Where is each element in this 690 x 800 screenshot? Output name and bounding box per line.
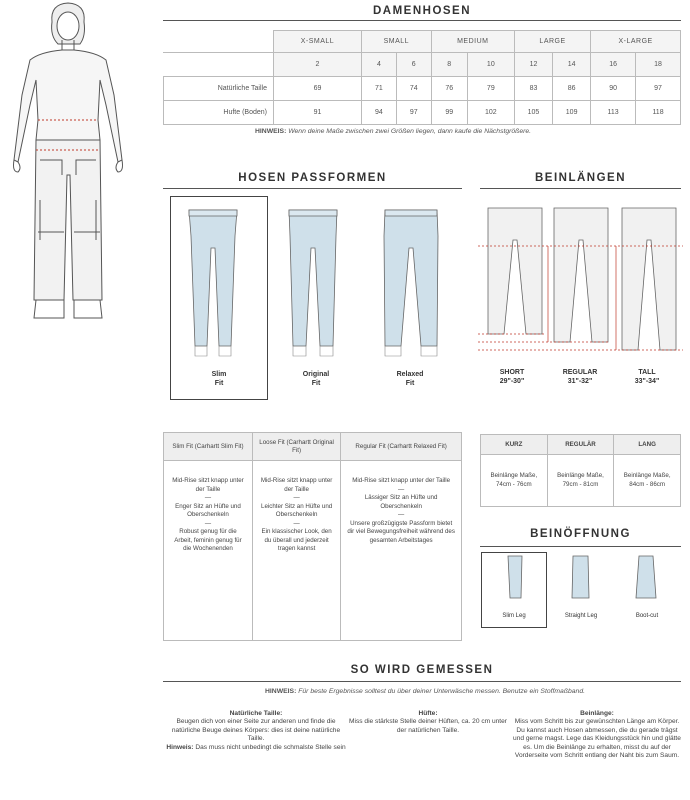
length-label-tall [617,368,677,386]
length-range: 29"-30" [499,378,525,385]
fit-label-line: Fit [405,380,415,387]
length-range: 33"-34" [634,378,660,385]
fit-pants-illustrations [163,196,462,366]
size-num: 18 [636,53,681,77]
fit-label-slim [170,370,268,388]
lengths-rule [480,188,681,189]
measure-col-title: Hüfte: [418,710,438,717]
measure-waist [166,710,346,752]
table-cell: 99 [431,101,467,125]
inseam-header: REGULÄR [547,435,614,455]
table-cell: 71 [361,77,396,101]
row-label-hip: Hufte (Boden) [164,101,274,125]
table-cell: 94 [361,101,396,125]
table-cell: 86 [553,77,591,101]
desc-line: Robust genug für die Arbeit, feminin genug für die Wochenenden [174,528,242,552]
measure-col-title: Natürliche Taille: [229,710,283,717]
desc-line: Ein klassischer Look, den du überall und jederzeit tragen kannst [261,528,332,552]
desc-line: Mid-Rise sitzt knapp unter der Taille [260,477,333,493]
table-cell: 76 [431,77,467,101]
desc-line: Leichter Sitz an Hüfte und Oberschenkeln [261,502,333,518]
inseam-header: KURZ [481,435,548,455]
fit-label-line: Fit [214,380,224,387]
length-name: TALL [638,369,656,376]
length-range: 31"-32" [567,378,593,385]
leg-opening-illustrations [480,552,681,612]
size-num: 4 [361,53,396,77]
size-chart-table [163,30,681,125]
fit-desc-cell [164,461,253,641]
row-label-waist: Natürliche Taille [164,77,274,101]
size-num: 8 [431,53,467,77]
fit-label-line: Slim [211,371,227,378]
fit-desc-header: Loose Fit (Carhartt Original Fit) [252,433,340,461]
table-cell: 118 [636,101,681,125]
inseam-cell: Beinlänge Maße, 84cm - 86cm [614,455,681,507]
leg-length-illustrations [478,200,683,360]
fits-rule [163,188,462,189]
note-text: Für beste Ergebnisse solltest du über deiner Unterwäsche messen. Benutze ein Stoffmaßband. [298,688,585,695]
opening-title: BEINÖFFNUNG [530,528,631,540]
desc-line: Mid-Rise sitzt knapp unter der Taille [352,477,451,484]
desc-line: Mid-Rise sitzt knapp unter der Taille [172,477,244,493]
size-group: LARGE [514,31,590,53]
fit-label-relaxed [360,370,460,388]
desc-sep: — [398,511,405,518]
length-label-regular [550,368,610,386]
opening-label: Slim Leg [502,613,526,619]
size-group: SMALL [361,31,431,53]
measure-hint-text: Das muss nicht unbedingt die schmalste Stelle sein [195,743,346,751]
length-name: SHORT [499,369,525,376]
measure-note [175,688,675,695]
table-cell: 109 [553,101,591,125]
table-cell: 97 [396,101,431,125]
size-row-blank [164,53,274,77]
fits-title: HOSEN PASSFORMEN [238,172,387,184]
table-cell: 91 [274,101,362,125]
note-text: Wenn deine Maße zwischen zwei Größen liegen, dann kaufe die Nächstgrößere. [288,128,532,135]
size-chart-note [255,128,531,135]
size-group: X-LARGE [591,31,681,53]
fit-description-table [163,432,462,641]
size-group: MEDIUM [431,31,514,53]
size-num: 14 [553,53,591,77]
opening-label: Boot-cut [635,613,659,619]
table-cell: 79 [467,77,514,101]
table-cell: 90 [591,77,636,101]
size-chart-title: DAMENHOSEN [372,5,472,17]
table-cell: 74 [396,77,431,101]
desc-sep: — [204,519,212,527]
inseam-cell: Beinlänge Maße, 74cm - 76cm [481,455,548,507]
measure-inseam [512,710,682,760]
fit-label-line: Relaxed [396,371,424,378]
inseam-header: LANG [614,435,681,455]
opening-label: Straight Leg [564,613,598,619]
size-num: 12 [514,53,552,77]
size-num: 10 [467,53,514,77]
fit-label-line: Fit [311,380,321,387]
opening-rule [480,546,681,547]
measure-col-text: Miss die stärkste Stelle deiner Hüften, ca. 20 cm unter der natürlichen Taille. [349,718,507,734]
length-name: REGULAR [562,369,598,376]
note-label: HINWEIS: [265,688,297,695]
size-chart-corner [164,31,274,53]
measure-rule [163,681,681,682]
size-num: 16 [591,53,636,77]
note-label: HINWEIS: [255,128,287,135]
inseam-table [480,434,681,507]
measure-col-text: Beugen dich von einer Seite zur anderen und finde die natürliche Beuge deines Körpers: dies ist deine natürliche Taille. [171,718,341,743]
table-cell: 102 [467,101,514,125]
desc-line: Enger Sitz an Hüfte und Oberschenkeln [175,502,241,518]
fit-label-line: Original [302,371,330,378]
desc-line: Lässiger Sitz an Hüfte und Oberschenkeln [364,494,438,510]
measure-col-title: Beinlänge: [580,710,614,717]
fit-desc-header: Regular Fit (Carhartt Relaxed Fit) [341,433,462,461]
length-label-short [482,368,542,386]
size-group: X-SMALL [274,31,362,53]
woman-figure-illustration [0,0,140,330]
table-cell: 97 [636,77,681,101]
inseam-cell: Beinlänge Maße, 79cm - 81cm [547,455,614,507]
measure-col-text: Miss vom Schritt bis zur gewünschten Länge am Körper. Du kannst auch Hosen abmessen, die du gerade trägst und gerne magst. Lege das Kleidungsstück hin und glätte es. Um die Beinlänge zu erhalten, misst du auf der Vorderseite vom Schritt entlang der Naht bis zum Saum. [513,718,681,760]
fit-desc-cell [341,461,462,641]
desc-sep: — [293,494,300,501]
table-cell: 69 [274,77,362,101]
desc-sep: — [293,519,300,527]
desc-sep: — [204,494,212,501]
measure-hint-label: Hinweis: [166,743,194,751]
table-cell: 105 [514,101,552,125]
desc-line: Unsere großzügigste Passform bietet dir viel Bewegungsfreiheit während des gesamten Arbeitstages [347,519,455,544]
table-cell: 113 [591,101,636,125]
fit-desc-header: Slim Fit (Carhartt Slim Fit) [164,433,253,461]
desc-sep: — [398,485,405,493]
size-num: 2 [274,53,362,77]
fit-desc-cell [252,461,340,641]
measure-hip [348,710,508,735]
size-chart-rule [163,20,681,21]
table-cell: 83 [514,77,552,101]
measure-title: SO WIRD GEMESSEN [350,664,494,676]
size-num: 6 [396,53,431,77]
lengths-title: BEINLÄNGEN [534,172,627,184]
fit-label-original [266,370,366,388]
